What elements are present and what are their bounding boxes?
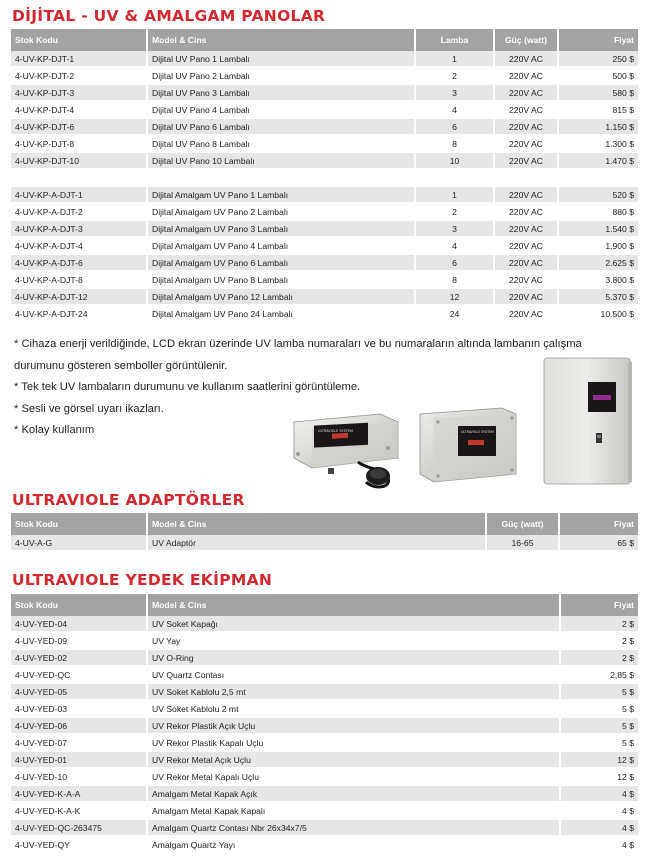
table-cell: Dijital Amalgam UV Pano 4 Lambalı <box>148 238 416 255</box>
device-label: ULTRAVIOLE SYSTEM <box>461 430 494 434</box>
table-cell: Amalgam Metal Kapak Açık <box>148 786 561 803</box>
col-power: Güç (watt) <box>487 513 560 535</box>
table-cell: 1 <box>416 187 495 204</box>
table-cell: 4-UV-YED-10 <box>11 769 148 786</box>
table-cell: 4-UV-YED-09 <box>11 633 148 650</box>
table-row <box>11 633 638 650</box>
table-cell: 220V AC <box>495 102 559 119</box>
col-power: Güç (watt) <box>495 29 559 51</box>
table-row <box>11 272 638 289</box>
table-cell: Dijital Amalgam UV Pano 1 Lambalı <box>148 187 416 204</box>
table-spacer-cell <box>559 170 638 187</box>
table-spacer-cell <box>148 170 416 187</box>
table-cell: 2 $ <box>561 650 638 667</box>
table-cell: 220V AC <box>495 289 559 306</box>
table-cell: 4 $ <box>561 786 638 803</box>
table-cell: UV Soket Kablolu 2,5 mt <box>148 684 561 701</box>
table-cell: 220V AC <box>495 119 559 136</box>
table-cell: 4-UV-YED-K-A-K <box>11 803 148 820</box>
feature-item: * Cihaza enerji verildiğinde, LCD ekran üzerinde UV lamba numaraları ve bu numaraların altında lambanın çalışma <box>14 338 582 350</box>
table-cell: 580 $ <box>559 85 638 102</box>
table-row <box>11 718 638 735</box>
table-cell: 220V AC <box>495 153 559 170</box>
table-row <box>11 803 638 820</box>
table-cell: Dijital UV Pano 6 Lambalı <box>148 119 416 136</box>
table-cell: 220V AC <box>495 51 559 68</box>
large-uv-panel-image <box>542 356 634 486</box>
table-row <box>11 306 638 323</box>
table-cell: UV O-Ring <box>148 650 561 667</box>
table-cell: 4-UV-KP-DJT-4 <box>11 102 148 119</box>
feature-item: * Tek tek UV lambaların durumunu ve kullanım saatlerini görüntüleme. <box>14 381 361 393</box>
table-row <box>11 255 638 272</box>
table-cell: 4 $ <box>561 837 638 854</box>
table-cell: UV Quartz Contası <box>148 667 561 684</box>
table-row <box>11 102 638 119</box>
col-price: Fiyat <box>561 594 638 616</box>
table-cell: 4-UV-KP-A-DJT-4 <box>11 238 148 255</box>
table-cell: 2 <box>416 68 495 85</box>
uv-adapters-table <box>11 513 638 552</box>
table-cell: Dijital Amalgam UV Pano 12 Lambalı <box>148 289 416 306</box>
table-row <box>11 535 638 552</box>
table-cell: 4-UV-KP-A-DJT-8 <box>11 272 148 289</box>
table-cell: UV Soket Kablolu 2 mt <box>148 701 561 718</box>
table-cell: 4-UV-YED-04 <box>11 616 148 633</box>
table-cell: 2 $ <box>561 616 638 633</box>
table-cell: 4-UV-YED-06 <box>11 718 148 735</box>
table-cell: 220V AC <box>495 255 559 272</box>
table-cell: Dijital UV Pano 8 Lambalı <box>148 136 416 153</box>
table-cell: 3 <box>416 85 495 102</box>
table-cell: Amalgam Quartz Contası Nbr 26x34x7/5 <box>148 820 561 837</box>
table-row <box>11 616 638 633</box>
table-spacer-cell <box>416 170 495 187</box>
table-cell: 4-UV-KP-A-DJT-3 <box>11 221 148 238</box>
table-cell: 4-UV-YED-02 <box>11 650 148 667</box>
table-cell: UV Rekor Plastik Açık Uçlu <box>148 718 561 735</box>
table-cell: 4-UV-KP-DJT-3 <box>11 85 148 102</box>
table-cell: 4-UV-KP-DJT-8 <box>11 136 148 153</box>
table-cell: 220V AC <box>495 306 559 323</box>
table-cell: 220V AC <box>495 136 559 153</box>
table-row <box>11 820 638 837</box>
table-spacer-cell <box>495 170 559 187</box>
table-cell: 4-UV-A-G <box>11 535 148 552</box>
table-cell: 6 <box>416 119 495 136</box>
table-cell: 815 $ <box>559 102 638 119</box>
table-cell: 2 $ <box>561 633 638 650</box>
table-row <box>11 204 638 221</box>
table-cell: 4-UV-KP-A-DJT-2 <box>11 204 148 221</box>
table-cell: 4-UV-KP-DJT-1 <box>11 51 148 68</box>
table-cell: 4 $ <box>561 820 638 837</box>
table-cell: 8 <box>416 272 495 289</box>
table-row <box>11 187 638 204</box>
table-cell: UV Rekor Metal Kapalı Uçlu <box>148 769 561 786</box>
table-row <box>11 684 638 701</box>
table-cell: 4-UV-KP-A-DJT-24 <box>11 306 148 323</box>
table-cell: 1 <box>416 51 495 68</box>
col-model: Model & Cins <box>148 513 487 535</box>
table-cell: 4-UV-YED-05 <box>11 684 148 701</box>
table-row <box>11 735 638 752</box>
table-cell: 880 $ <box>559 204 638 221</box>
table-cell: 220V AC <box>495 187 559 204</box>
table-spacer-row <box>11 170 638 187</box>
table-cell: 12 $ <box>561 769 638 786</box>
col-price: Fiyat <box>559 29 638 51</box>
table-cell: 220V AC <box>495 204 559 221</box>
table-cell: 1.300 $ <box>559 136 638 153</box>
table-row <box>11 136 638 153</box>
col-price: Fiyat <box>560 513 638 535</box>
feature-item: * Kolay kullanım <box>14 424 95 436</box>
col-model: Model & Cins <box>148 594 561 616</box>
table-cell: 520 $ <box>559 187 638 204</box>
table-cell: 220V AC <box>495 238 559 255</box>
table-cell: 4-UV-YED-QY <box>11 837 148 854</box>
table-row <box>11 769 638 786</box>
table-cell: 8 <box>416 136 495 153</box>
table-cell: 4 <box>416 102 495 119</box>
table-cell: 4-UV-YED-K-A-A <box>11 786 148 803</box>
table-cell: 3.800 $ <box>559 272 638 289</box>
table-row <box>11 786 638 803</box>
table-cell: 220V AC <box>495 85 559 102</box>
table-cell: UV Adaptör <box>148 535 487 552</box>
section-title-digital-panels: DİJİTAL - UV & AMALGAM PANOLAR <box>12 7 326 25</box>
table-cell: Dijital UV Pano 10 Lambalı <box>148 153 416 170</box>
table-cell: Dijital Amalgam UV Pano 8 Lambalı <box>148 272 416 289</box>
table-cell: 4 <box>416 238 495 255</box>
table-row <box>11 51 638 68</box>
table-cell: 3 <box>416 221 495 238</box>
table-row <box>11 650 638 667</box>
table-cell: 1.900 $ <box>559 238 638 255</box>
table-cell: 220V AC <box>495 221 559 238</box>
table-cell: 4-UV-KP-DJT-2 <box>11 68 148 85</box>
table-cell: 10.500 $ <box>559 306 638 323</box>
table-cell: 250 $ <box>559 51 638 68</box>
spare-equipment-table <box>11 594 638 854</box>
table-cell: 1.150 $ <box>559 119 638 136</box>
section-title-spare-equipment: ULTRAVIOLE YEDEK EKİPMAN <box>12 571 273 589</box>
table-cell: 4-UV-KP-DJT-10 <box>11 153 148 170</box>
table-cell: 1.540 $ <box>559 221 638 238</box>
table-cell: 4-UV-YED-QC <box>11 667 148 684</box>
table-row <box>11 701 638 718</box>
col-lamp: Lamba <box>416 29 495 51</box>
table-spacer-cell <box>11 170 148 187</box>
table-cell: 2,85 $ <box>561 667 638 684</box>
table-cell: Amalgam Metal Kapak Kapalı <box>148 803 561 820</box>
table-row <box>11 119 638 136</box>
table-cell: 4-UV-KP-A-DJT-6 <box>11 255 148 272</box>
table-cell: UV Soket Kapağı <box>148 616 561 633</box>
device-label: ULTRAVIOLE SYSTEM <box>318 429 353 433</box>
table-cell: 10 <box>416 153 495 170</box>
table-cell: 12 <box>416 289 495 306</box>
table-cell: 5 $ <box>561 735 638 752</box>
table-cell: 12 $ <box>561 752 638 769</box>
table-cell: Dijital UV Pano 3 Lambalı <box>148 85 416 102</box>
table-cell: 2 <box>416 204 495 221</box>
table-row <box>11 837 638 854</box>
table-cell: 5.370 $ <box>559 289 638 306</box>
table-row <box>11 289 638 306</box>
col-stock-code: Stok Kodu <box>11 594 148 616</box>
table-cell: 4-UV-YED-07 <box>11 735 148 752</box>
table-row <box>11 752 638 769</box>
table-cell: 500 $ <box>559 68 638 85</box>
table-cell: 2.625 $ <box>559 255 638 272</box>
table-cell: UV Rekor Plastik Kapalı Uçlu <box>148 735 561 752</box>
digital-panels-table <box>11 29 638 323</box>
table-cell: 4-UV-YED-QC-263475 <box>11 820 148 837</box>
table-cell: UV Rekor Metal Açık Uçlu <box>148 752 561 769</box>
table-cell: Dijital UV Pano 2 Lambalı <box>148 68 416 85</box>
table-cell: Dijital UV Pano 4 Lambalı <box>148 102 416 119</box>
feature-item: durumunu gösteren semboller görüntülenir. <box>14 359 228 372</box>
table-cell: Dijital UV Pano 1 Lambalı <box>148 51 416 68</box>
table-cell: 24 <box>416 306 495 323</box>
table-cell: Dijital Amalgam UV Pano 3 Lambalı <box>148 221 416 238</box>
table-cell: Dijital Amalgam UV Pano 24 Lambalı <box>148 306 416 323</box>
table-cell: UV Yay <box>148 633 561 650</box>
table-cell: 6 <box>416 255 495 272</box>
feature-item: * Sesli ve görsel uyarı ikazları. <box>14 402 164 415</box>
table-cell: 4-UV-KP-DJT-6 <box>11 119 148 136</box>
table-cell: 4-UV-KP-A-DJT-12 <box>11 289 148 306</box>
col-model: Model & Cins <box>148 29 416 51</box>
col-stock-code: Stok Kodu <box>11 513 148 535</box>
table-cell: 220V AC <box>495 272 559 289</box>
table-cell: 5 $ <box>561 684 638 701</box>
table-cell: 5 $ <box>561 701 638 718</box>
table-row <box>11 85 638 102</box>
table-cell: 65 $ <box>560 535 638 552</box>
table-cell: 4 $ <box>561 803 638 820</box>
section-title-uv-adapters: ULTRAVIOLE ADAPTÖRLER <box>12 491 245 509</box>
table-cell: Amalgam Quartz Yayı <box>148 837 561 854</box>
table-cell: 4-UV-YED-03 <box>11 701 148 718</box>
table-cell: 220V AC <box>495 68 559 85</box>
table-cell: 4-UV-YED-01 <box>11 752 148 769</box>
table-row <box>11 68 638 85</box>
small-uv-panel-image <box>288 408 403 490</box>
table-cell: Dijital Amalgam UV Pano 2 Lambalı <box>148 204 416 221</box>
table-cell: 16-65 <box>487 535 560 552</box>
table-cell: 1.470 $ <box>559 153 638 170</box>
table-row <box>11 667 638 684</box>
medium-uv-panel-image <box>416 404 520 486</box>
col-stock-code: Stok Kodu <box>11 29 148 51</box>
table-cell: 5 $ <box>561 718 638 735</box>
table-cell: 4-UV-KP-A-DJT-1 <box>11 187 148 204</box>
table-row <box>11 238 638 255</box>
table-row <box>11 221 638 238</box>
table-cell: Dijital Amalgam UV Pano 6 Lambalı <box>148 255 416 272</box>
table-row <box>11 153 638 170</box>
